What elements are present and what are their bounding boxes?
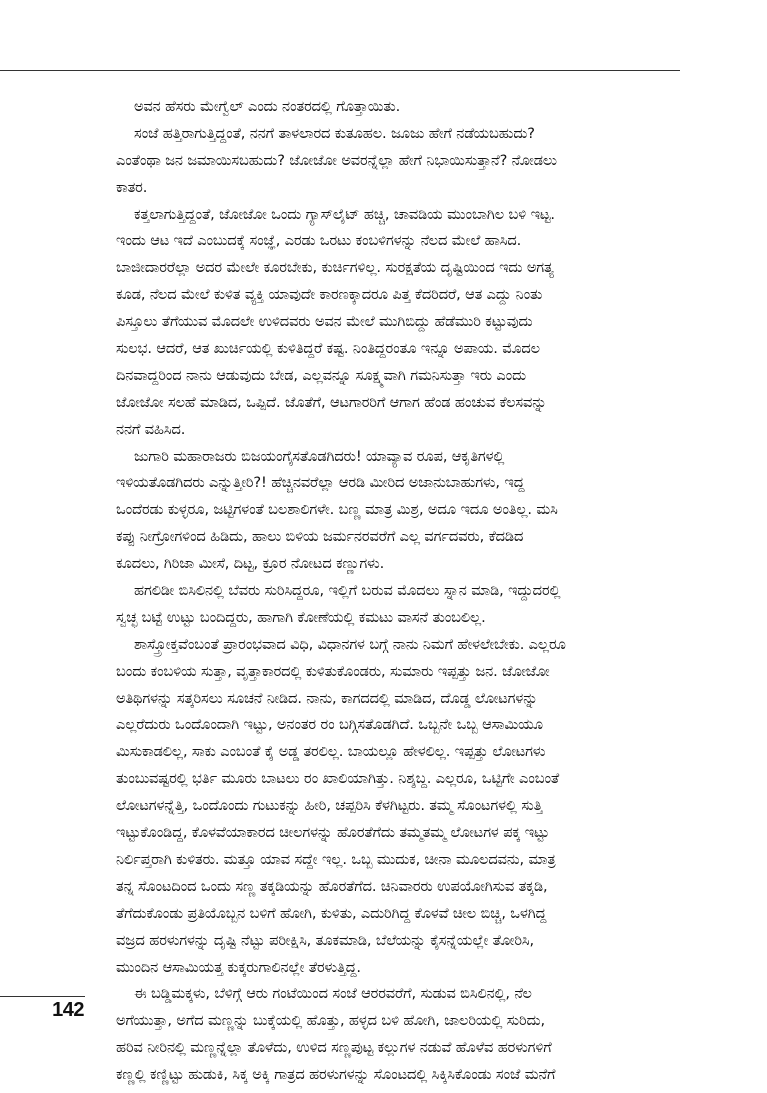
page-number: 142 bbox=[52, 999, 84, 1021]
footer-rule bbox=[0, 996, 85, 997]
text-line: ಲೋಟಗಳನ್ನೆತ್ತಿ, ಒಂದೊಂದು ಗುಟುಕನ್ನು ಹೀರಿ, ಚಪ್ಪರಿಸಿ ಕೆಳಗಿಟ್ಟರು. ತಮ್ಮ ಸೊಂಟಗಳಲ್ಲಿ ಸುತ್ತಿ bbox=[116, 797, 543, 815]
text-line: ಸ್ವಚ್ಛ ಬಟ್ಟೆ ಉಟ್ಟು ಬಂದಿದ್ದರು, ಹಾಗಾಗಿ ಕೋಣೆಯಲ್ಲಿ ಕಮಟು ವಾಸನೆ ತುಂಬಲಿಲ್ಲ. bbox=[116, 608, 486, 626]
text-line: ಸಂಜೆ ಹತ್ತಿರಾಗುತ್ತಿದ್ದಂತೆ, ನನಗೆ ತಾಳಲಾರದ ಕುತೂಹಲ. ಜೂಜು ಹೇಗೆ ನಡೆಯಬಹುದು? bbox=[134, 124, 535, 142]
text-line: ಎಂತೆಂಥಾ ಜನ ಜಮಾಯಿಸಬಹುದು? ಜೋಜೋ ಅವರನ್ನೆಲ್ಲಾ ಹೇಗೆ ನಿಭಾಯಿಸುತ್ತಾನೆ? ನೋಡಲು bbox=[116, 151, 557, 169]
text-line: ಬಾಜೀದಾರರೆಲ್ಲಾ ಅದರ ಮೇಲೇ ಕೂರಬೇಕು, ಕುರ್ಚಿಗಳಿಲ್ಲ. ಸುರಕ್ಷತೆಯ ದೃಷ್ಟಿಯಿಂದ ಇದು ಅಗತ್ಯ bbox=[116, 259, 554, 277]
text-line: ಕೂದಲು, ಗಿರಿಜಾ ಮೀಸೆ, ದಿಟ್ಟ, ಕ್ರೂರ ನೋಟದ ಕಣ್ಣುಗಳು. bbox=[116, 555, 385, 573]
text-line: ಎಲ್ಲರೆದುರು ಒಂದೊಂದಾಗಿ ಇಟ್ಟು, ಅನಂತರ ರಂ ಬಗ್ಗಿಸತೊಡಗಿದೆ. ಒಬ್ಬನೇ ಒಬ್ಬ ಆಸಾಮಿಯೂ bbox=[116, 716, 543, 734]
text-line: ನನಗೆ ವಹಿಸಿದ. bbox=[116, 420, 186, 438]
text-line: ಒಂದೆರಡು ಕುಳ್ಳರೂ, ಜಟ್ಟಿಗಳಂತೆ ಬಲಶಾಲಿಗಳೇ. ಬಣ್ಣ ಮಾತ್ರ ಮಿಶ್ರ, ಅದೂ ಇದೂ ಅಂತಿಲ್ಲ. ಮಸಿ bbox=[116, 501, 558, 519]
text-line: ಅವನ ಹೆಸರು ಮೇಗ್ವೆಲ್ ಎಂದು ನಂತರದಲ್ಲಿ ಗೊತ್ತಾಯಿತು. bbox=[134, 98, 401, 115]
text-line: ಹಗಲಿಡೀ ಬಿಸಿಲಿನಲ್ಲಿ ಬೆವರು ಸುರಿಸಿದ್ದರೂ, ಇಲ್ಲಿಗೆ ಬರುವ ಮೊದಲು ಸ್ನಾನ ಮಾಡಿ, ಇದ್ದುದರಲ್ಲಿ bbox=[134, 582, 561, 600]
header-rule bbox=[0, 70, 680, 71]
text-line: ಕತ್ತಲಾಗುತ್ತಿದ್ದಂತೆ, ಜೋಜೋ ಒಂದು ಗ್ಯಾಸ್‌ಲೈಟ್ ಹಚ್ಚಿ, ಚಾವಡಿಯ ಮುಂಬಾಗಿಲ ಬಳಿ ಇಟ್ಟ. bbox=[134, 205, 555, 223]
text-line: ಶಾಸ್ತ್ರೋಕ್ತವೆಂಬಂತೆ ಪ್ರಾರಂಭವಾದ ವಿಧಿ, ವಿಧಾನಗಳ ಬಗ್ಗೆ ನಾನು ನಿಮಗೆ ಹೇಳಲೇಬೇಕು. ಎಲ್ಲರೂ bbox=[134, 635, 566, 653]
text-line: ಇಂದು ಆಟ ಇದೆ ಎಂಬುದಕ್ಕೆ ಸಂಜ್ಞೆ, ಎರಡು ಒರಟು ಕಂಬಳಿಗಳನ್ನು ನೆಲದ ಮೇಲೆ ಹಾಸಿದ. bbox=[116, 232, 522, 250]
text-line: ಕೂಡ, ನೆಲದ ಮೇಲೆ ಕುಳಿತ ವ್ಯಕ್ತಿ ಯಾವುದೇ ಕಾರಣಕ್ಕಾದರೂ ಪಿತ್ತ ಕೆದರಿದರೆ, ಆತ ಎದ್ದು ನಿಂತು bbox=[116, 286, 543, 304]
text-line: ಅಗೆಯುತ್ತಾ, ಅಗೆದ ಮಣ್ಣನ್ನು ಬುಕ್ಕೆಯಲ್ಲಿ ಹೊತ್ತು, ಹಳ್ಳದ ಬಳಿ ಹೋಗಿ, ಜಾಲರಿಯಲ್ಲಿ ಸುರಿದು, bbox=[116, 1012, 545, 1030]
text-line: ತೆಗೆದುಕೊಂಡು ಪ್ರತಿಯೊಬ್ಬನ ಬಳಿಗೆ ಹೋಗಿ, ಕುಳಿತು, ಎದುರಿಗಿದ್ದ ಕೊಳವೆ ಚೀಲ ಬಿಚ್ಚಿ, ಒಳಗಿದ್ದ bbox=[116, 904, 547, 922]
text-line: ತುಂಬುವಷ್ಟರಲ್ಲಿ ಭರ್ತಿ ಮೂರು ಬಾಟಲು ರಂ ಖಾಲಿಯಾಗಿತ್ತು. ನಿಶ್ಶಬ್ದ. ಎಲ್ಲರೂ, ಒಟ್ಟಿಗೇ ಎಂಬಂತೆ bbox=[116, 770, 560, 788]
text-line: ವಜ್ರದ ಹರಳುಗಳನ್ನು ದೃಷ್ಟಿ ನೆಟ್ಟು ಪರೀಕ್ಷಿಸಿ, ತೂಕಮಾಡಿ, ಬೆಲೆಯನ್ನು ಕೈಸನ್ನೆಯಲ್ಲೇ ತೋರಿಸಿ, bbox=[116, 931, 534, 949]
text-line: ದಿನವಾದ್ದರಿಂದ ನಾನು ಆಡುವುದು ಬೇಡ, ಎಲ್ಲವನ್ನೂ ಸೂಕ್ಷ್ಮವಾಗಿ ಗಮನಿಸುತ್ತಾ ಇರು ಎಂದು bbox=[116, 366, 527, 384]
text-line: ಕಪ್ಪು ನೀಗ್ರೋಗಳಿಂದ ಹಿಡಿದು, ಹಾಲು ಬಿಳಿಯ ಜರ್ಮನರವರೆಗೆ ಎಲ್ಲ ವರ್ಗದವರು, ಕೆದಡಿದ bbox=[116, 528, 524, 546]
text-line: ಮಿಸುಕಾಡಲಿಲ್ಲ, ಸಾಕು ಎಂಬಂತೆ ಕೈ ಅಡ್ಡ ತರಲಿಲ್ಲ. ಬಾಯಲ್ಲೂ ಹೇಳಲಿಲ್ಲ. ಇಪ್ಪತ್ತು ಲೋಟಗಳು bbox=[116, 743, 546, 761]
text-line: ನಿರ್ಲಿಪ್ತರಾಗಿ ಕುಳಿತರು. ಮತ್ತೂ ಯಾವ ಸದ್ದೇ ಇಲ್ಲ. ಒಬ್ಬ ಮುದುಕ, ಚೀನಾ ಮೂಲದವನು, ಮಾತ್ರ bbox=[116, 850, 556, 868]
text-line: ಜೋಜೋ ಸಲಹೆ ಮಾಡಿದ, ಒಪ್ಪಿದೆ. ಜೊತೆಗೆ, ಆಟಗಾರರಿಗೆ ಆಗಾಗ ಹೆಂಡ ಹಂಚುವ ಕೆಲಸವನ್ನು bbox=[116, 393, 547, 411]
text-line: ತನ್ನ ಸೊಂಟದಿಂದ ಒಂದು ಸಣ್ಣ ತಕ್ಕಡಿಯನ್ನು ಹೊರತೆಗೆದ. ಚಿನಿವಾರರು ಉಪಯೋಗಿಸುವ ತಕ್ಕಡಿ, bbox=[116, 877, 548, 895]
text-line: ಇಳಿಯತೊಡಗಿದರು ಎನ್ನುತ್ತೀರಿ?! ಹೆಚ್ಚಿನವರೆಲ್ಲಾ ಆರಡಿ ಮೀರಿದ ಅಜಾನುಬಾಹುಗಳು, ಇದ್ದ bbox=[116, 474, 525, 492]
text-line: ಬಂದು ಕಂಬಳಿಯ ಸುತ್ತಾ, ವೃತ್ತಾಕಾರದಲ್ಲಿ ಕುಳಿತುಕೊಂಡರು, ಸುಮಾರು ಇಪ್ಪತ್ತು ಜನ. ಜೋಜೋ bbox=[116, 662, 550, 680]
text-line: ಹರಿವ ನೀರಿನಲ್ಲಿ ಮಣ್ಣನ್ನೆಲ್ಲಾ ತೊಳೆದು, ಉಳಿದ ಸಣ್ಣಪುಟ್ಟ ಕಲ್ಲುಗಳ ನಡುವೆ ಹೊಳೆವ ಹರಳುಗಳಿಗೆ bbox=[116, 1039, 552, 1057]
text-line: ಇಟ್ಟುಕೊಂಡಿದ್ದ, ಕೊಳವೆಯಾಕಾರದ ಚೀಲಗಳನ್ನು ಹೊರತೆಗೆದು ತಮ್ಮತಮ್ಮ ಲೋಟಗಳ ಪಕ್ಕ ಇಟ್ಟು bbox=[116, 824, 550, 842]
text-line: ಅತಿಥಿಗಳನ್ನು ಸತ್ಕರಿಸಲು ಸೂಚನೆ ನೀಡಿದ. ನಾನು, ಕಾಗದದಲ್ಲಿ ಮಾಡಿದ, ದೊಡ್ಡ ಲೋಟಗಳನ್ನು bbox=[116, 689, 538, 707]
text-line: ಮುಂದಿನ ಆಸಾಮಿಯತ್ತ ಕುಕ್ಕರುಗಾಲಿನಲ್ಲೇ ತೆರಳುತ್ತಿದ್ದ. bbox=[116, 958, 361, 976]
text-line: ಸುಲಭ. ಆದರೆ, ಆತ ಖುರ್ಚಿಯಲ್ಲಿ ಕುಳಿತಿದ್ದರೆ ಕಷ್ಟ. ನಿಂತಿದ್ದರಂತೂ ಇನ್ನೂ ಅಪಾಯ. ಮೊದಲ bbox=[116, 340, 540, 358]
text-line: ಜುಗಾರಿ ಮಹಾರಾಜರು ಬಿಜಯಂಗೈಸತೊಡಗಿದರು! ಯಾವ್ಯಾವ ರೂಪ, ಆಕೃತಿಗಳಲ್ಲಿ bbox=[134, 447, 505, 465]
body-text bbox=[116, 94, 682, 1089]
text-line: ಕಣ್ಣಲ್ಲಿ ಕಣ್ಣಿಟ್ಟು ಹುಡುಕಿ, ಸಿಕ್ಕ ಅಕ್ಕಿ ಗಾತ್ರದ ಹರಳುಗಳನ್ನು ಸೊಂಟದಲ್ಲಿ ಸಿಕ್ಕಿಸಿಕೊಂಡು ಸಂಜೆ ಮನೆಗೆ bbox=[116, 1066, 556, 1084]
text-line: ಕಾತರ. bbox=[116, 178, 148, 196]
text-line: ಈ ಬಡ್ಡಿಮಕ್ಕಳು, ಬೆಳಿಗ್ಗೆ ಆರು ಗಂಟೆಯಿಂದ ಸಂಜೆ ಆರರವರೆಗೆ, ಸುಡುವ ಬಿಸಿಲಿನಲ್ಲಿ, ನೆಲ bbox=[134, 985, 532, 1003]
text-line: ಪಿಸ್ತೂಲು ತೆಗೆಯುವ ಮೊದಲೇ ಉಳಿದವರು ಅವನ ಮೇಲೆ ಮುಗಿಬಿದ್ದು ಹೆಡೆಮುರಿ ಕಟ್ಟುವುದು bbox=[116, 313, 533, 331]
